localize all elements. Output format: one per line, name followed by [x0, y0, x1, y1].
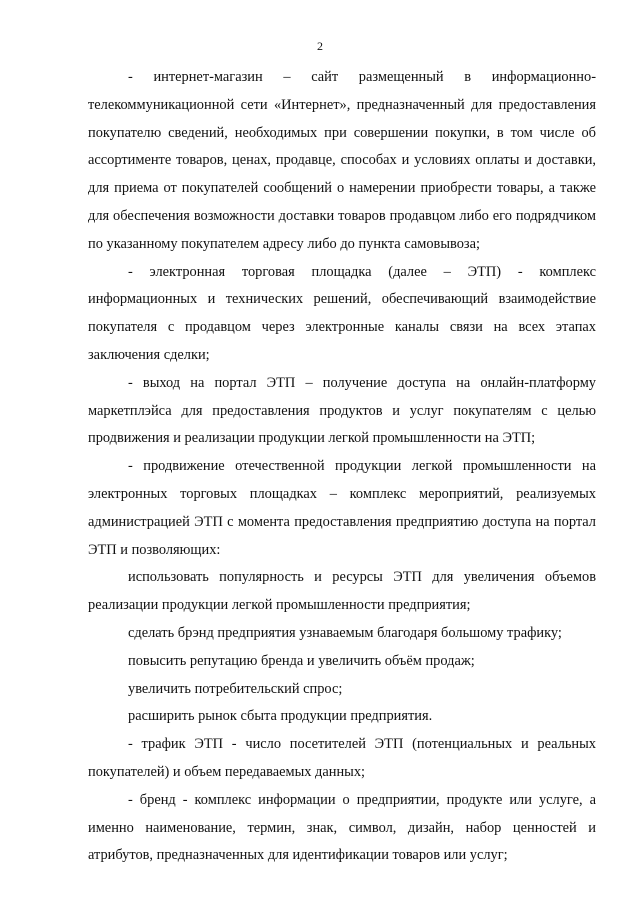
paragraph-product-promotion: - продвижение отечественной продукции легкой промышленности на электронных торговых площадках – комплекс мероприятий, реализуемых администрацией ЭТП с момента предоставления предприятию доступа на портал ЭТП и позволяющих:	[88, 458, 596, 558]
paragraph-consumer-demand: увеличить потребительский спрос;	[128, 680, 343, 697]
paragraph-electronic-platform: - электронная торговая площадка (далее – ЭТП) - комплекс информационных и технических решений, обеспечивающий взаимодействие покупателя с продавцом через электронные каналы связи на всех этапах заключения сделки;	[88, 263, 596, 363]
paragraph-brand-reputation: повысить репутацию бренда и увеличить объём продаж;	[128, 652, 475, 669]
paragraph-market-expansion: расширить рынок сбыта продукции предприятия.	[128, 708, 433, 725]
paragraph-portal-access: - выход на портал ЭТП – получение доступа на онлайн-платформу маркетплэйса для предоставления продуктов и услуг покупателям с целью продвижения и реализации продукции легкой промышленности на ЭТП;	[88, 374, 596, 447]
paragraph-internet-shop: - интернет-магазин – сайт размещенный в информационно-телекоммуникационной сети «Интернет», предназначенный для предоставления покупателю сведений, необходимых при совершении покупки, в том числе об ассортименте товаров, ценах, продавце, способах и условиях оплаты и доставки, для приема от покупателей сообщений о намерении приобрести товары, а также для обеспечения возможности доставки товаров продавцом либо его подрядчиком по указанному покупателем адресу либо до пункта самовывоза;	[88, 69, 596, 252]
paragraph-brand-recognition: сделать брэнд предприятия узнаваемым благодаря большому трафику;	[128, 624, 562, 641]
paragraph-brand-definition: - бренд - комплекс информации о предприятии, продукте или услуге, а именно наименование, термин, знак, символ, дизайн, набор ценностей и атрибутов, предназначенных для идентификации товаров или услуг;	[88, 791, 596, 864]
paragraph-traffic: - трафик ЭТП - число посетителей ЭТП (потенциальных и реальных покупателей) и объем передаваемых данных;	[88, 736, 596, 780]
paragraph-use-popularity: использовать популярность и ресурсы ЭТП для увеличения объемов реализации продукции легкой промышленности предприятия;	[88, 569, 596, 614]
document-body	[88, 64, 596, 870]
page-number: 2	[317, 39, 323, 53]
